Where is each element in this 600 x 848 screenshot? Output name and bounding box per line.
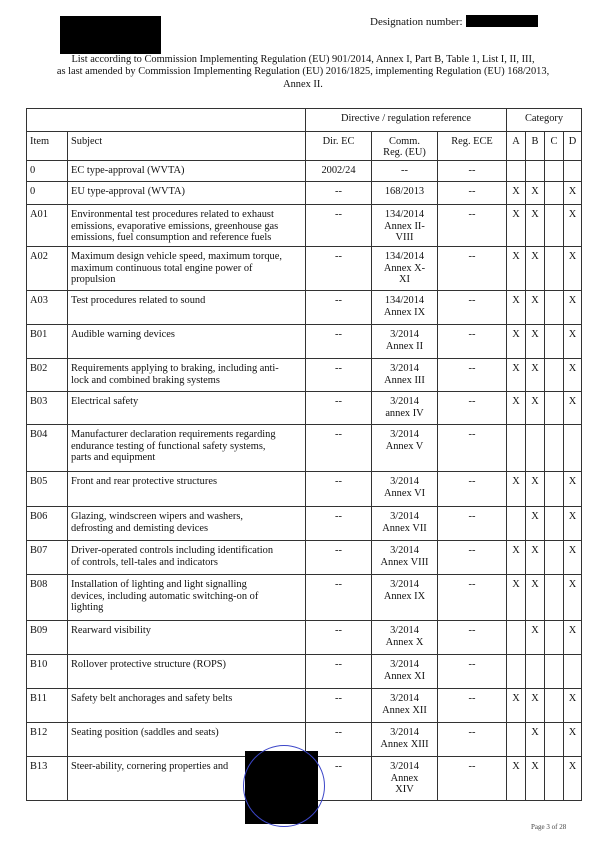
category-c-cell — [545, 575, 564, 621]
item-cell: A01 — [27, 205, 68, 247]
category-c-cell — [545, 325, 564, 359]
reg-ece-cell: -- — [438, 621, 507, 655]
comm-reg-cell — [372, 541, 438, 575]
reg-ece-cell: -- — [438, 507, 507, 541]
category-a-cell: X — [507, 541, 526, 575]
subject-cell — [68, 182, 306, 205]
dir-ec-cell: -- — [306, 472, 372, 507]
reg-ece-cell: -- — [438, 325, 507, 359]
item-cell: B11 — [27, 689, 68, 723]
reg-ece-cell: -- — [438, 161, 507, 182]
comm-reg-cell — [372, 723, 438, 757]
comm-reg-line: 3/2014 — [390, 329, 419, 341]
category-c-cell — [545, 541, 564, 575]
subject-cell — [68, 161, 306, 182]
category-a-cell — [507, 161, 526, 182]
category-a-cell: X — [507, 392, 526, 425]
category-c-cell — [545, 655, 564, 689]
category-b-cell: X — [526, 621, 545, 655]
table-row — [27, 541, 582, 575]
category-b-cell: X — [526, 541, 545, 575]
comm-reg-line: 3/2014 — [390, 511, 419, 523]
subject-line: emissions, evaporative emissions, greenhouse gas — [71, 220, 279, 232]
subject-line: parts and equipment — [71, 451, 156, 463]
category-b-cell: X — [526, 392, 545, 425]
dir-ec-cell: -- — [306, 325, 372, 359]
table-row — [27, 205, 582, 247]
subject-line: Maximum design vehicle speed, maximum torque, — [71, 251, 282, 263]
category-b-cell: X — [526, 472, 545, 507]
comm-reg-line: 3/2014 — [390, 429, 419, 441]
comm-reg-column-header — [372, 132, 438, 161]
item-cell: B03 — [27, 392, 68, 425]
category-d-cell: X — [564, 575, 582, 621]
dir-ec-cell: -- — [306, 247, 372, 291]
category-a-cell — [507, 723, 526, 757]
category-c-cell — [545, 472, 564, 507]
designation-number — [370, 15, 538, 28]
category-d-cell: X — [564, 541, 582, 575]
category-c-cell — [545, 392, 564, 425]
group-header-row — [27, 109, 582, 132]
category-c-cell — [545, 723, 564, 757]
category-b-cell: X — [526, 359, 545, 392]
category-a-cell — [507, 621, 526, 655]
item-cell: B02 — [27, 359, 68, 392]
subject-cell — [68, 325, 306, 359]
category-a-cell: X — [507, 757, 526, 801]
category-d-cell — [564, 161, 582, 182]
comm-reg-line: Annex II- — [384, 220, 425, 232]
category-group-header: Category — [507, 109, 582, 132]
subject-cell — [68, 541, 306, 575]
table-body — [27, 161, 582, 801]
reg-ece-cell: -- — [438, 575, 507, 621]
category-c-cell — [545, 359, 564, 392]
comm-reg-cell — [372, 575, 438, 621]
category-b-cell: X — [526, 723, 545, 757]
category-d-cell: X — [564, 205, 582, 247]
subject-line: Glazing, windscreen wipers and washers, — [71, 511, 243, 523]
heading-line: as last amended by Commission Implementing Regulation (EU) 2016/1825, implementing Regulation (EU) 168/2013, — [56, 66, 550, 78]
dir-ec-cell: -- — [306, 575, 372, 621]
item-cell: B12 — [27, 723, 68, 757]
category-b-cell: X — [526, 325, 545, 359]
comm-reg-line: Annex XII — [382, 704, 427, 716]
category-a-cell — [507, 655, 526, 689]
document-heading — [30, 54, 576, 91]
category-d-cell — [564, 655, 582, 689]
comm-reg-line: Annex II — [385, 340, 424, 352]
category-d-cell: X — [564, 247, 582, 291]
dir-ec-cell: -- — [306, 723, 372, 757]
category-b-cell — [526, 655, 545, 689]
reg-ece-cell: -- — [438, 757, 507, 801]
item-cell: B09 — [27, 621, 68, 655]
category-d-cell: X — [564, 472, 582, 507]
comm-reg-cell — [372, 161, 438, 182]
subject-cell — [68, 359, 306, 392]
reference-group-header: Directive / regulation reference — [306, 109, 507, 132]
comm-reg-line: Annex III — [384, 374, 425, 386]
comm-reg-line: Annex V — [385, 440, 424, 452]
subject-line: defrosting and demisting devices — [71, 522, 209, 534]
category-a-cell: X — [507, 247, 526, 291]
category-c-cell — [545, 247, 564, 291]
category-d-cell: X — [564, 291, 582, 325]
item-cell: A03 — [27, 291, 68, 325]
comm-reg-cell — [372, 247, 438, 291]
item-cell: A02 — [27, 247, 68, 291]
category-d-cell: X — [564, 359, 582, 392]
subject-line: Installation of lighting and light signalling — [71, 579, 247, 591]
subject-line: Audible warning devices — [71, 329, 175, 341]
subject-line: lock and combined braking systems — [71, 374, 220, 386]
comm-reg-line: 3/2014 — [390, 659, 419, 671]
dir-ec-cell: -- — [306, 757, 372, 801]
comm-reg-line: 3/2014 — [390, 727, 419, 739]
category-d-cell: X — [564, 689, 582, 723]
item-cell: B13 — [27, 757, 68, 801]
category-c-cell — [545, 689, 564, 723]
item-cell: 0 — [27, 161, 68, 182]
subject-cell — [68, 472, 306, 507]
category-a-cell: X — [507, 472, 526, 507]
dir-ec-column-header: Dir. EC — [306, 132, 372, 161]
subject-line: Electrical safety — [71, 396, 139, 408]
comm-reg-line: 134/2014 — [384, 209, 425, 221]
category-a-cell: X — [507, 182, 526, 205]
dir-ec-cell: -- — [306, 425, 372, 472]
comm-reg-line: Annex VI — [383, 487, 426, 499]
category-b-cell: X — [526, 575, 545, 621]
subject-line: Safety belt anchorages and safety belts — [71, 693, 233, 705]
category-b-cell: X — [526, 291, 545, 325]
dir-ec-cell: -- — [306, 655, 372, 689]
category-d-cell: X — [564, 325, 582, 359]
category-c-header: C — [545, 132, 564, 161]
subject-cell — [68, 291, 306, 325]
table-row — [27, 392, 582, 425]
category-a-header: A — [507, 132, 526, 161]
dir-ec-cell: -- — [306, 392, 372, 425]
reg-ece-cell: -- — [438, 472, 507, 507]
subject-line: of controls, tell-tales and indicators — [71, 556, 218, 568]
comm-reg-line: Annex XI — [383, 670, 426, 682]
category-b-cell: X — [526, 757, 545, 801]
comm-reg-line: 134/2014 — [384, 251, 425, 263]
category-d-cell: X — [564, 621, 582, 655]
subject-line: Environmental test procedures related to exhaust — [71, 209, 274, 221]
category-b-cell — [526, 425, 545, 472]
table-row — [27, 325, 582, 359]
comm-reg-line: Annex — [390, 772, 419, 784]
comm-reg-header-line: Reg. (EU) — [383, 147, 426, 159]
comm-reg-cell — [372, 359, 438, 392]
redacted-logo-block — [60, 16, 161, 54]
item-cell: B06 — [27, 507, 68, 541]
category-d-cell: X — [564, 723, 582, 757]
item-cell: B10 — [27, 655, 68, 689]
comm-reg-line: 3/2014 — [390, 363, 419, 375]
subject-line: endurance testing of functional safety systems, — [71, 440, 266, 452]
blank-header-cell — [27, 109, 306, 132]
redacted-designation-value — [466, 15, 538, 27]
dir-ec-cell: -- — [306, 205, 372, 247]
category-c-cell — [545, 182, 564, 205]
subject-cell — [68, 392, 306, 425]
comm-reg-cell — [372, 425, 438, 472]
reg-ece-cell: -- — [438, 205, 507, 247]
item-column-header: Item — [27, 132, 68, 161]
reg-ece-cell: -- — [438, 291, 507, 325]
dir-ec-cell: -- — [306, 689, 372, 723]
category-a-cell: X — [507, 291, 526, 325]
category-d-cell: X — [564, 507, 582, 541]
category-d-header: D — [564, 132, 582, 161]
category-d-cell — [564, 425, 582, 472]
subject-line: propulsion — [71, 273, 116, 285]
category-b-cell: X — [526, 507, 545, 541]
comm-reg-line: 3/2014 — [390, 625, 419, 637]
reg-ece-cell: -- — [438, 723, 507, 757]
comm-reg-cell — [372, 472, 438, 507]
reg-ece-cell: -- — [438, 182, 507, 205]
subject-line: Steer-ability, cornering properties and — [71, 761, 229, 773]
reg-ece-cell: -- — [438, 392, 507, 425]
subject-cell — [68, 205, 306, 247]
subject-line: Rearward visibility — [71, 625, 151, 637]
comm-reg-line: 3/2014 — [390, 476, 419, 488]
table-row — [27, 472, 582, 507]
reg-ece-cell: -- — [438, 655, 507, 689]
comm-reg-cell — [372, 689, 438, 723]
heading-line: List according to Commission Implementing Regulation (EU) 901/2014, Annex I, Part B, Table 1, List I, II, III, — [71, 54, 535, 65]
category-c-cell — [545, 205, 564, 247]
item-cell: B01 — [27, 325, 68, 359]
table-row — [27, 291, 582, 325]
dir-ec-cell: 2002/24 — [306, 161, 372, 182]
category-a-cell: X — [507, 689, 526, 723]
table-row — [27, 161, 582, 182]
table-row — [27, 182, 582, 205]
designation-label: Designation number: — [370, 16, 466, 28]
subject-line: Front and rear protective structures — [71, 476, 217, 488]
category-c-cell — [545, 507, 564, 541]
comm-reg-line: Annex VIII — [380, 556, 429, 568]
dir-ec-cell: -- — [306, 541, 372, 575]
table-row — [27, 621, 582, 655]
column-header-row — [27, 132, 582, 161]
dir-ec-cell: -- — [306, 507, 372, 541]
table-row — [27, 507, 582, 541]
subject-cell — [68, 247, 306, 291]
subject-cell — [68, 655, 306, 689]
category-c-cell — [545, 161, 564, 182]
subject-line: Requirements applying to braking, including anti- — [71, 363, 279, 375]
comm-reg-line: Annex XIII — [380, 738, 429, 750]
category-d-cell: X — [564, 392, 582, 425]
comm-reg-line: 3/2014 — [390, 579, 419, 591]
comm-reg-cell — [372, 392, 438, 425]
subject-line: emissions, fuel consumption and reference fuels — [71, 231, 272, 243]
category-c-cell — [545, 621, 564, 655]
dir-ec-cell: -- — [306, 621, 372, 655]
subject-line: Seating position (saddles and seats) — [71, 727, 219, 739]
category-a-cell — [507, 425, 526, 472]
table-row — [27, 425, 582, 472]
comm-reg-cell — [372, 757, 438, 801]
subject-line: EU type-approval (WVTA) — [71, 186, 185, 198]
subject-cell — [68, 689, 306, 723]
subject-line: Rollover protective structure (ROPS) — [71, 659, 226, 671]
category-b-cell: X — [526, 247, 545, 291]
category-b-header: B — [526, 132, 545, 161]
page-number: Page 3 of 28 — [531, 823, 567, 831]
comm-reg-line: Annex IX — [383, 590, 426, 602]
stamp-circle-outline — [243, 745, 325, 827]
comm-reg-cell — [372, 655, 438, 689]
table-row — [27, 575, 582, 621]
comm-reg-line: 3/2014 — [390, 693, 419, 705]
subject-cell — [68, 425, 306, 472]
dir-ec-cell: -- — [306, 291, 372, 325]
subject-line: Manufacturer declaration requirements regarding — [71, 429, 276, 441]
subject-line: EC type-approval (WVTA) — [71, 165, 185, 177]
comm-reg-line: XIV — [395, 783, 414, 795]
reg-ece-cell: -- — [438, 425, 507, 472]
heading-line: Annex II. — [283, 78, 323, 90]
reg-ece-column-header: Reg. ECE — [438, 132, 507, 161]
comm-reg-cell — [372, 182, 438, 205]
item-cell: B07 — [27, 541, 68, 575]
subject-line: Driver-operated controls including identification — [71, 545, 274, 557]
reg-ece-cell: -- — [438, 359, 507, 392]
comm-reg-line: 168/2013 — [384, 186, 425, 198]
comm-reg-line: VIII — [395, 231, 414, 243]
table-row — [27, 689, 582, 723]
comm-reg-cell — [372, 205, 438, 247]
subject-line: Test procedures related to sound — [71, 295, 206, 307]
category-b-cell: X — [526, 205, 545, 247]
item-cell: 0 — [27, 182, 68, 205]
comm-reg-line: Annex IX — [383, 306, 426, 318]
subject-cell — [68, 621, 306, 655]
comm-reg-line: Annex VII — [382, 522, 427, 534]
comm-reg-line: 3/2014 — [390, 396, 419, 408]
comm-reg-line: 3/2014 — [390, 545, 419, 557]
category-c-cell — [545, 291, 564, 325]
category-a-cell — [507, 507, 526, 541]
comm-reg-cell — [372, 291, 438, 325]
comm-reg-line: Annex X- — [383, 262, 426, 274]
table-row — [27, 655, 582, 689]
category-a-cell: X — [507, 359, 526, 392]
comm-reg-cell — [372, 507, 438, 541]
category-a-cell: X — [507, 575, 526, 621]
item-cell: B04 — [27, 425, 68, 472]
subject-cell — [68, 575, 306, 621]
comm-reg-line: 134/2014 — [384, 295, 425, 307]
comm-reg-header-line: Comm. — [389, 136, 420, 147]
category-c-cell — [545, 757, 564, 801]
comm-reg-cell — [372, 325, 438, 359]
table-row — [27, 247, 582, 291]
subject-column-header: Subject — [68, 132, 306, 161]
item-cell: B05 — [27, 472, 68, 507]
category-c-cell — [545, 425, 564, 472]
category-b-cell: X — [526, 182, 545, 205]
category-a-cell: X — [507, 325, 526, 359]
subject-line: lighting — [71, 601, 104, 613]
comm-reg-cell — [372, 621, 438, 655]
item-cell: B08 — [27, 575, 68, 621]
subject-line: devices, including automatic switching-on of — [71, 590, 259, 602]
reg-ece-cell: -- — [438, 541, 507, 575]
category-b-cell — [526, 161, 545, 182]
annex-table — [26, 108, 582, 801]
category-d-cell: X — [564, 182, 582, 205]
category-a-cell: X — [507, 205, 526, 247]
reg-ece-cell: -- — [438, 247, 507, 291]
category-d-cell: X — [564, 757, 582, 801]
subject-cell — [68, 507, 306, 541]
comm-reg-line: annex IV — [385, 407, 424, 419]
comm-reg-line: XI — [399, 273, 410, 285]
dir-ec-cell: -- — [306, 359, 372, 392]
table-row — [27, 359, 582, 392]
comm-reg-line: 3/2014 — [390, 761, 419, 773]
dir-ec-cell: -- — [306, 182, 372, 205]
subject-line: maximum continuous total engine power of — [71, 262, 253, 274]
category-b-cell: X — [526, 689, 545, 723]
comm-reg-line: Annex X — [385, 636, 424, 648]
reg-ece-cell: -- — [438, 689, 507, 723]
comm-reg-line: -- — [401, 165, 408, 177]
